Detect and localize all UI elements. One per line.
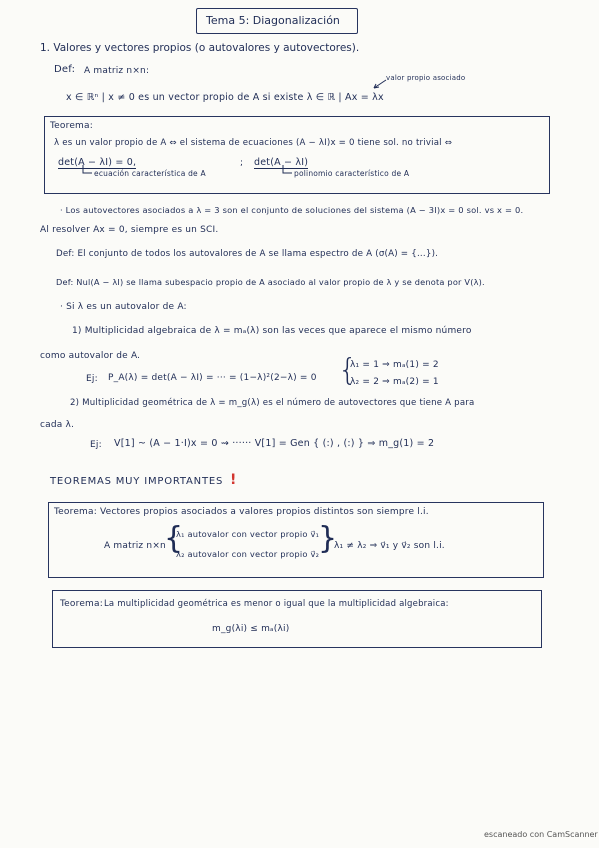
example1-formula: P_A(λ) = det(A − λI) = ··· = (1−λ)²(2−λ) = 0 bbox=[108, 373, 317, 383]
theorem2-conclusion: λ₁ ≠ λ₂ ⇒ v⃗₁ y v⃗₂ son l.i. bbox=[334, 541, 445, 551]
hook-arrow-icon bbox=[82, 165, 96, 179]
para1-line2: Al resolver Ax = 0, siempre es un SCI. bbox=[40, 225, 219, 235]
theorem2-row2: λ₂ autovalor con vector propio v⃗₂ bbox=[176, 549, 320, 559]
separator: ; bbox=[240, 158, 244, 168]
theorem3-label: Teorema: bbox=[60, 599, 103, 609]
theorem1-line: λ es un valor propio de A ⇔ el sistema de ecuaciones (A − λI)x = 0 tiene sol. no trivial ⇔ bbox=[54, 138, 453, 148]
mult1-line1: 1) Multiplicidad algebraica de λ = mₐ(λ) son las veces que aparece el mismo número bbox=[72, 326, 472, 336]
example2-formula: V[1] ~ (A − 1·I)x = 0 ⇝ ······ V[1] = Gen { (:) , (:) } ⇒ m_g(1) = 2 bbox=[114, 438, 435, 449]
example1-result1: λ₁ = 1 ⇒ mₐ(1) = 2 bbox=[350, 360, 439, 370]
eq1-note: ecuación característica de A bbox=[94, 169, 206, 178]
mult2-line2: cada λ. bbox=[40, 420, 75, 430]
def3: Def: Nul(A − λI) se llama subespacio propio de A asociado al valor propio de λ y se denota por V(λ). bbox=[56, 277, 485, 287]
section-heading: 1. Valores y vectores propios (o autovalores y autovectores). bbox=[40, 42, 360, 54]
important-mark: ! bbox=[230, 472, 237, 488]
theorem3-formula: m_g(λi) ≤ mₐ(λi) bbox=[212, 624, 290, 634]
theorem2-text: Vectores propios asociados a valores propios distintos son siempre l.i. bbox=[100, 507, 429, 517]
example1-label: Ej: bbox=[86, 374, 98, 384]
theorem1-label: Teorema: bbox=[50, 121, 93, 131]
theorem2-matrix: A matriz n×n bbox=[104, 541, 166, 551]
theorem1-polynomial: det(A − λI) bbox=[254, 157, 309, 168]
def2: Def: El conjunto de todos los autovalores de A se llama espectro de A (σ(A) = {...}). bbox=[56, 249, 439, 259]
mult2-line1: 2) Multiplicidad geométrica de λ = m_g(λ) es el número de autovectores que tiene A para bbox=[70, 398, 475, 408]
page-title: Tema 5: Diagonalización bbox=[206, 14, 340, 27]
def1-formula: x ∈ ℝⁿ | x ≠ 0 es un vector propio de A si existe λ ∈ ℝ | Ax = λx bbox=[66, 92, 384, 103]
def1-note: valor propio asociado bbox=[386, 74, 466, 82]
mult1-line2: como autovalor de A. bbox=[40, 351, 141, 361]
example1-result2: λ₂ = 2 ⇒ mₐ(2) = 1 bbox=[350, 377, 439, 387]
important-heading: TEOREMAS MUY IMPORTANTES bbox=[50, 476, 224, 487]
bullet-autovalor: · Si λ es un autovalor de A: bbox=[60, 302, 187, 312]
brace-icon: { bbox=[164, 521, 184, 556]
def1-text: A matriz n×n: bbox=[84, 66, 150, 76]
footer-watermark: escaneado con CamScanner bbox=[484, 830, 598, 839]
theorem2-label: Teorema: bbox=[54, 507, 97, 517]
theorem1-equation: det(A − λI) = 0, bbox=[58, 157, 137, 168]
brace-icon: } bbox=[318, 521, 338, 556]
eq2-note: polinomio característico de A bbox=[294, 169, 410, 178]
para1-line1: · Los autovectores asociados a λ = 3 son el conjunto de soluciones del sistema (A − 3I)x = 0 sol. vs x = 0. bbox=[60, 205, 524, 215]
theorem2-row1: λ₁ autovalor con vector propio v⃗₁ bbox=[176, 529, 320, 539]
note-arrow-icon bbox=[370, 78, 390, 92]
example2-label: Ej: bbox=[90, 440, 102, 450]
hook-arrow-icon bbox=[282, 165, 296, 179]
brace-icon: { bbox=[338, 353, 358, 388]
theorem1-box bbox=[44, 116, 550, 194]
theorem3-text: La multiplicidad geométrica es menor o igual que la multiplicidad algebraica: bbox=[104, 599, 449, 609]
def1-label: Def: bbox=[54, 64, 76, 75]
